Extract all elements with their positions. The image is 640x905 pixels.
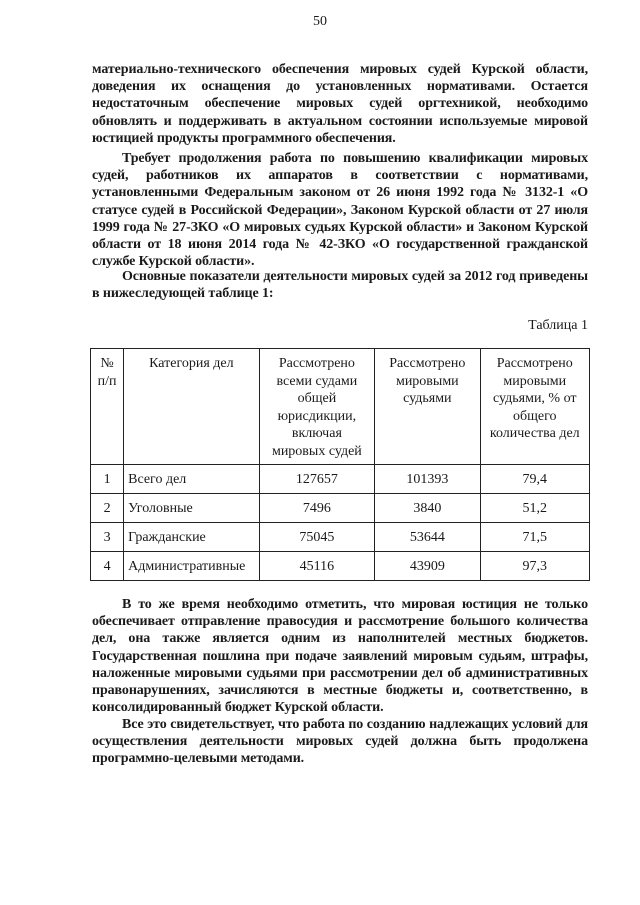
header-all-courts: Рассмотрено всеми судами общей юрисдикции, включая мировых судей — [259, 349, 374, 465]
paragraph-equipment-text: материально-технического обеспечения мировых судей Курской области, доведения их оснащения до установленных нормативами. Остается недостаточным обеспечение мировых судей оргтехникой, необходимо обновлять и поддерживать в актуальном состоянии используемые мировой юстицией продукты программного обеспечения. — [92, 62, 588, 146]
cell-category: Всего дел — [124, 465, 260, 494]
cell-num: 1 — [91, 465, 124, 494]
table-header-row — [91, 349, 590, 465]
cell-magistrates: 43909 — [375, 552, 480, 581]
paragraph-table-intro — [92, 268, 588, 302]
table-caption: Таблица 1 — [528, 318, 588, 333]
paragraph-budget-text: В то же время необходимо отметить, что мировая юстиция не только обеспечивает отправление правосудия и рассмотрение большого количества дел, она также является одним из наполнителей местных бюджетов. Государственная пошлина при подаче заявлений мировым судьям, штрафы, наложенные мировыми судьями при рассмотрении дел об административных правонарушениях, зачисляются в местные бюджеты и, соответственно, в консолидированный бюджет Курской области. — [92, 597, 588, 716]
cell-category: Уголовные — [124, 494, 260, 523]
paragraph-qualification-text: Требует продолжения работа по повышению квалификации мировых судей, работников их аппаратов в соответствии с нормативами, установленными Федеральным законом от 26 июня 1992 года № 3132-1 «О статусе судей в Российской Федерации», Законом Курской области от 27 июля 1999 года № 27-ЗКО «О мировых судьях Курской области» и Законом Курской области от 18 июня 2014 года № 42-ЗКО «О государственной гражданской службе Курской области». — [92, 151, 588, 270]
cell-percent: 79,4 — [480, 465, 589, 494]
paragraph-table-intro-text: Основные показатели деятельности мировых судей за 2012 год приведены в нижеследующей таблице 1: — [92, 269, 588, 302]
cell-num: 3 — [91, 523, 124, 552]
cell-category: Гражданские — [124, 523, 260, 552]
cell-magistrates: 53644 — [375, 523, 480, 552]
paragraph-qualification — [92, 150, 588, 270]
cell-percent: 71,5 — [480, 523, 589, 552]
table-row — [91, 552, 590, 581]
table-row — [91, 494, 590, 523]
cell-magistrates: 101393 — [375, 465, 480, 494]
cell-category: Административные — [124, 552, 260, 581]
cell-all-courts: 7496 — [259, 494, 374, 523]
paragraph-conclusion-text: Все это свидетельствует, что работа по созданию надлежащих условий для осуществления деятельности мировых судей должна быть продолжена программно-целевыми методами. — [92, 717, 588, 767]
paragraph-equipment — [92, 61, 588, 147]
cell-all-courts: 75045 — [259, 523, 374, 552]
cell-num: 2 — [91, 494, 124, 523]
table-row — [91, 523, 590, 552]
cell-percent: 51,2 — [480, 494, 589, 523]
cell-num: 4 — [91, 552, 124, 581]
header-percent: Рассмотрено мировыми судьями, % от общего количества дел — [480, 349, 589, 465]
cell-percent: 97,3 — [480, 552, 589, 581]
page-number: 50 — [313, 14, 327, 29]
table-row — [91, 465, 590, 494]
cell-all-courts: 127657 — [259, 465, 374, 494]
header-num: № п/п — [91, 349, 124, 465]
statistics-table — [90, 348, 590, 581]
paragraph-conclusion — [92, 716, 588, 768]
header-category: Категория дел — [124, 349, 260, 465]
cell-magistrates: 3840 — [375, 494, 480, 523]
header-magistrates: Рассмотрено мировыми судьями — [375, 349, 480, 465]
paragraph-budget — [92, 596, 588, 716]
cell-all-courts: 45116 — [259, 552, 374, 581]
